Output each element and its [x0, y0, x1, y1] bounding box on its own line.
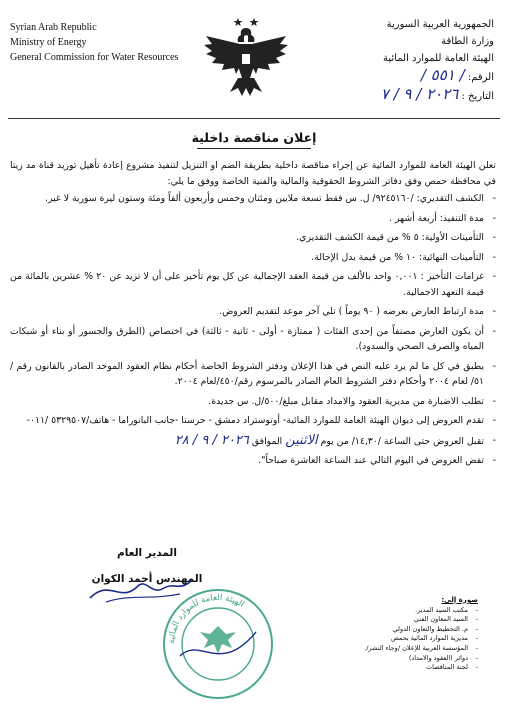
term-item: - التأمينات النهائية: ١٠ % من قيمة بدل الإحالة. [10, 250, 496, 266]
header-arabic [381, 16, 494, 105]
deadline-day: الاثنين [285, 432, 318, 448]
copies-heading: صورة إلى: [441, 596, 478, 604]
deadline-date: ٢٠٢٦ / ٩ / ٢٨ [174, 432, 249, 448]
signatory-name: المهندس أحمد الكوان [91, 573, 203, 585]
term-item: - مدة ارتباط العارض بعرضه ( ٩٠ يوماً ) تلي آخر موعد لتقديم العروض. [10, 304, 496, 320]
stamp-text: الهيئة العامة للموارد المائية [166, 592, 246, 645]
date-label: التاريخ : [461, 91, 494, 102]
copies-items [338, 606, 478, 673]
header-english [10, 20, 178, 65]
term-item: - تقدم العروض إلى ديوان الهيئة العامة للموارد المائية- أوتوستراد دمشق - حرستا -جانب البانوراما - هاتف/٥٣٢٩٥٠٧ /٠١١- [10, 413, 496, 429]
intro-paragraph: تعلن الهيئة العامة للموارد المائية عن إجراء مناقصة داخلية بطريقة الضم او التنزيل لتنفيذ مشروع إعادة تأهيل توريد قناة مد زيتا في محافظة حمص وفق دفاتر الشروط الحقوقية والمالية والفنية الخاصة ووفق ما يلي: [10, 160, 496, 187]
deadline-mid: الموافق [251, 435, 283, 447]
copies-to-list [338, 596, 478, 673]
copy-recipient: - م. التخطيط والتعاون الدولي [338, 625, 478, 635]
reference-number-row [381, 67, 494, 86]
term-item: - أن يكون العارض مصنفاً من إحدى الفئات ( ممتازة - أولى - ثانية - ثالثة) في اختصاص (الطرق والجسور أو بناء أو شبكات المياه والصرف الصحي والسدود). [10, 324, 496, 355]
header-ar-line-2: وزارة الطاقة [441, 36, 494, 47]
date-row [381, 86, 494, 105]
term-item: - الكشف التقديري: /٩٢٤٥١٦٠/ ل. س فقط تسعة ملايين ومئتان وخمس وأربعون ألفاً ومئة وستون ليرة سورية لا غير. [10, 191, 496, 207]
announcement-body [10, 158, 496, 473]
term-item: - مدة التنفيذ: أربعة أشهر . [10, 211, 496, 227]
copy-recipient: - السيد المعاون الفني [338, 615, 478, 625]
copy-recipient: - دوائر (العقود والامداد) [338, 654, 478, 664]
opening-item: - تفض العروض في اليوم التالي عند الساعة العاشرة صباحاً". [10, 453, 496, 469]
header-ar-line-3: الهيئة العامة للموارد المائية [383, 53, 494, 64]
term-item: - تطلب الاضبارة من مديرية العقود والامداد مقابل مبلغ/٥٠٠/ل. س جديدة. [10, 394, 496, 410]
reference-number: / ٥٥١ / [420, 66, 465, 84]
term-item: - غرامات التأخير : ٠,٠٠١ واحد بالألف من قيمة العقد الإجمالية عن كل يوم تأخير على أن لا تزيد عن ٢٠ % عشرين بالمائة من قيمة التعهد الاجمالية. [10, 269, 496, 300]
reference-label: الرقم: [467, 72, 494, 83]
header-en-line-3: General Commission for Water Resources [10, 52, 179, 63]
header-en-line-1: Syrian Arab Republic [10, 22, 97, 33]
header-divider [8, 118, 500, 119]
announcement-title: إعلان مناقصة داخلية [191, 130, 317, 145]
header-ar-line-1: الجمهورية العربية السورية [386, 19, 494, 30]
terms-list [10, 191, 496, 469]
term-item: - التأمينات الأولية: ٥ % من قيمة الكشف التقديري. [10, 230, 496, 246]
copy-recipient: - مديرية الموارد المائية بحمص [338, 634, 478, 644]
signatory-title: المدير العام [117, 547, 177, 559]
date-value: ٢٠٢٦ / ٩ / ٧ [380, 85, 459, 103]
official-stamp-icon [160, 586, 276, 702]
copy-recipient: - المؤسسة العربية للإعلان /وجاء النشر/. [338, 644, 478, 654]
term-item: - يطبق في كل ما لم يرد عليه النص في هذا الإعلان ودفتر الشروط الخاصة أحكام نظام العقود الموحد الصادر بالقانون رقم /٥١/ لعام ٢٠٠٤ وأحكام دفتر الشروط العام الصادر بالمرسوم رقم/٤٥٠/لعام ٢٠٠٤. [10, 359, 496, 390]
copy-recipient: - مكتب السيد المدير. [338, 606, 478, 616]
deadline-item [10, 433, 496, 450]
title-underline [197, 148, 311, 149]
eagle-emblem-icon [200, 14, 292, 104]
deadline-prefix: تقبل العروض حتى الساعة /١٤,٣٠/ من يوم [320, 435, 484, 447]
header-en-line-2: Ministry of Energy [10, 37, 87, 48]
copy-recipient: - لجنة المناقصات [338, 663, 478, 673]
